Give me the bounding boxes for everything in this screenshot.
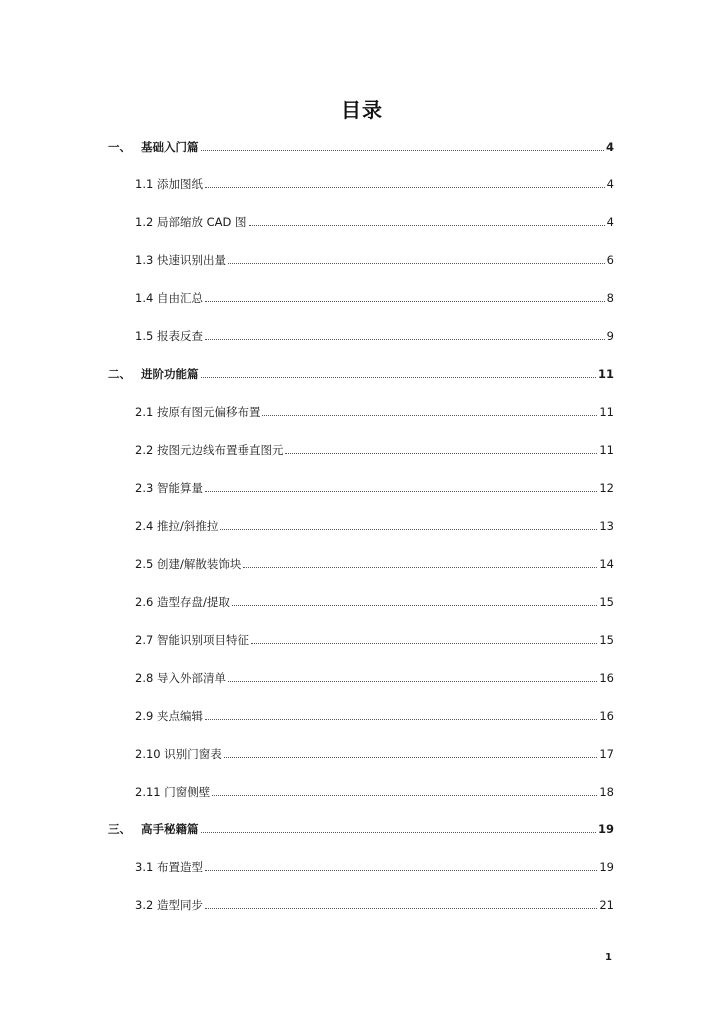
- toc-page-number: 18: [599, 785, 614, 799]
- toc-section-entry[interactable]: [135, 555, 614, 571]
- toc-chapter-entry[interactable]: [108, 365, 614, 381]
- toc-page-number: 15: [599, 633, 614, 647]
- toc-page-number: 15: [599, 595, 614, 609]
- toc-section-entry[interactable]: [135, 517, 614, 533]
- dot-leader: [212, 795, 597, 796]
- chapter-number: 一、: [108, 140, 131, 154]
- dot-leader: [243, 567, 597, 568]
- dot-leader: [205, 491, 597, 492]
- toc-page-number: 21: [599, 898, 614, 912]
- toc-entry-label: 1.1 添加图纸: [135, 177, 203, 191]
- toc-page-number: 17: [599, 747, 614, 761]
- toc-section-entry[interactable]: [135, 403, 614, 419]
- dot-leader: [285, 453, 597, 454]
- toc-section-entry[interactable]: [135, 858, 614, 874]
- toc-section-entry[interactable]: [135, 327, 614, 343]
- dot-leader: [205, 719, 597, 720]
- toc-entry-label: 2.5 创建/解散装饰块: [135, 557, 242, 571]
- toc-section-entry[interactable]: [135, 479, 614, 495]
- toc-chapter-entry[interactable]: [108, 138, 614, 154]
- toc-chapter-entry[interactable]: [108, 820, 614, 836]
- toc-page-number: 12: [599, 481, 614, 495]
- toc-section-entry[interactable]: [135, 213, 614, 229]
- toc-entry-label: 3.2 造型同步: [135, 898, 203, 912]
- toc-page-number: 19: [597, 822, 614, 836]
- dot-leader: [251, 643, 597, 644]
- dot-leader: [262, 415, 597, 416]
- dot-leader: [205, 301, 605, 302]
- dot-leader: [205, 187, 605, 188]
- toc-entry-label: 基础入门篇: [141, 140, 199, 154]
- toc-entry-label: 2.7 智能识别项目特征: [135, 633, 249, 647]
- dot-leader: [205, 339, 605, 340]
- page-title: 目录: [341, 98, 383, 122]
- dot-leader: [205, 870, 597, 871]
- toc-section-entry[interactable]: [135, 289, 614, 305]
- dot-leader: [232, 605, 598, 606]
- toc-page-number: 9: [606, 329, 614, 343]
- toc-entry-label: 2.2 按图元边线布置垂直图元: [135, 443, 284, 457]
- toc-entry-label: 进阶功能篇: [141, 367, 199, 381]
- toc-entry-label: 2.11 门窗侧壁: [135, 785, 211, 799]
- toc-page-number: 4: [605, 140, 614, 154]
- toc-page-number: 11: [599, 443, 614, 457]
- chapter-number: 二、: [108, 367, 131, 381]
- toc-section-entry[interactable]: [135, 783, 614, 799]
- toc-section-entry[interactable]: [135, 707, 614, 723]
- toc-page-number: 8: [606, 291, 614, 305]
- toc-page-number: 16: [599, 709, 614, 723]
- toc-section-entry[interactable]: [135, 745, 614, 761]
- toc-entry-label: 1.3 快速识别出量: [135, 253, 226, 267]
- dot-leader: [249, 225, 605, 226]
- dot-leader: [228, 263, 605, 264]
- dot-leader: [205, 908, 597, 909]
- toc-page-number: 6: [606, 253, 614, 267]
- toc-section-entry[interactable]: [135, 896, 614, 912]
- toc-section-entry[interactable]: [135, 631, 614, 647]
- toc-page-number: 11: [597, 367, 614, 381]
- dot-leader: [201, 832, 596, 833]
- toc-entry-label: 1.2 局部缩放 CAD 图: [135, 215, 247, 229]
- toc-page-number: 13: [599, 519, 614, 533]
- toc-section-entry[interactable]: [135, 441, 614, 457]
- toc-entry-label: 高手秘籍篇: [141, 822, 199, 836]
- dot-leader: [228, 681, 597, 682]
- toc-page-number: 19: [599, 860, 614, 874]
- toc-page-number: 14: [599, 557, 614, 571]
- toc-section-entry[interactable]: [135, 251, 614, 267]
- toc-page-number: 16: [599, 671, 614, 685]
- toc-entry-label: 1.5 报表反查: [135, 329, 203, 343]
- toc-section-entry[interactable]: [135, 175, 614, 191]
- dot-leader: [201, 377, 596, 378]
- toc-entry-label: 2.9 夹点编辑: [135, 709, 203, 723]
- toc-entry-label: 2.1 按原有图元偏移布置: [135, 405, 261, 419]
- toc-entry-label: 2.8 导入外部清单: [135, 671, 226, 685]
- toc-page-number: 4: [606, 177, 614, 191]
- toc-entry-label: 1.4 自由汇总: [135, 291, 203, 305]
- toc-entry-label: 2.10 识别门窗表: [135, 747, 222, 761]
- toc-entry-label: 2.4 推拉/斜推拉: [135, 519, 219, 533]
- dot-leader: [220, 529, 597, 530]
- dot-leader: [224, 757, 598, 758]
- chapter-number: 三、: [108, 822, 131, 836]
- toc-section-entry[interactable]: [135, 669, 614, 685]
- toc-entry-label: 2.6 造型存盘/提取: [135, 595, 230, 609]
- toc-page-number: 11: [599, 405, 614, 419]
- dot-leader: [201, 150, 604, 151]
- toc-section-entry[interactable]: [135, 593, 614, 609]
- page-footer-number: 1: [605, 952, 612, 963]
- toc-page-number: 4: [606, 215, 614, 229]
- toc-entry-label: 3.1 布置造型: [135, 860, 203, 874]
- toc-entry-label: 2.3 智能算量: [135, 481, 203, 495]
